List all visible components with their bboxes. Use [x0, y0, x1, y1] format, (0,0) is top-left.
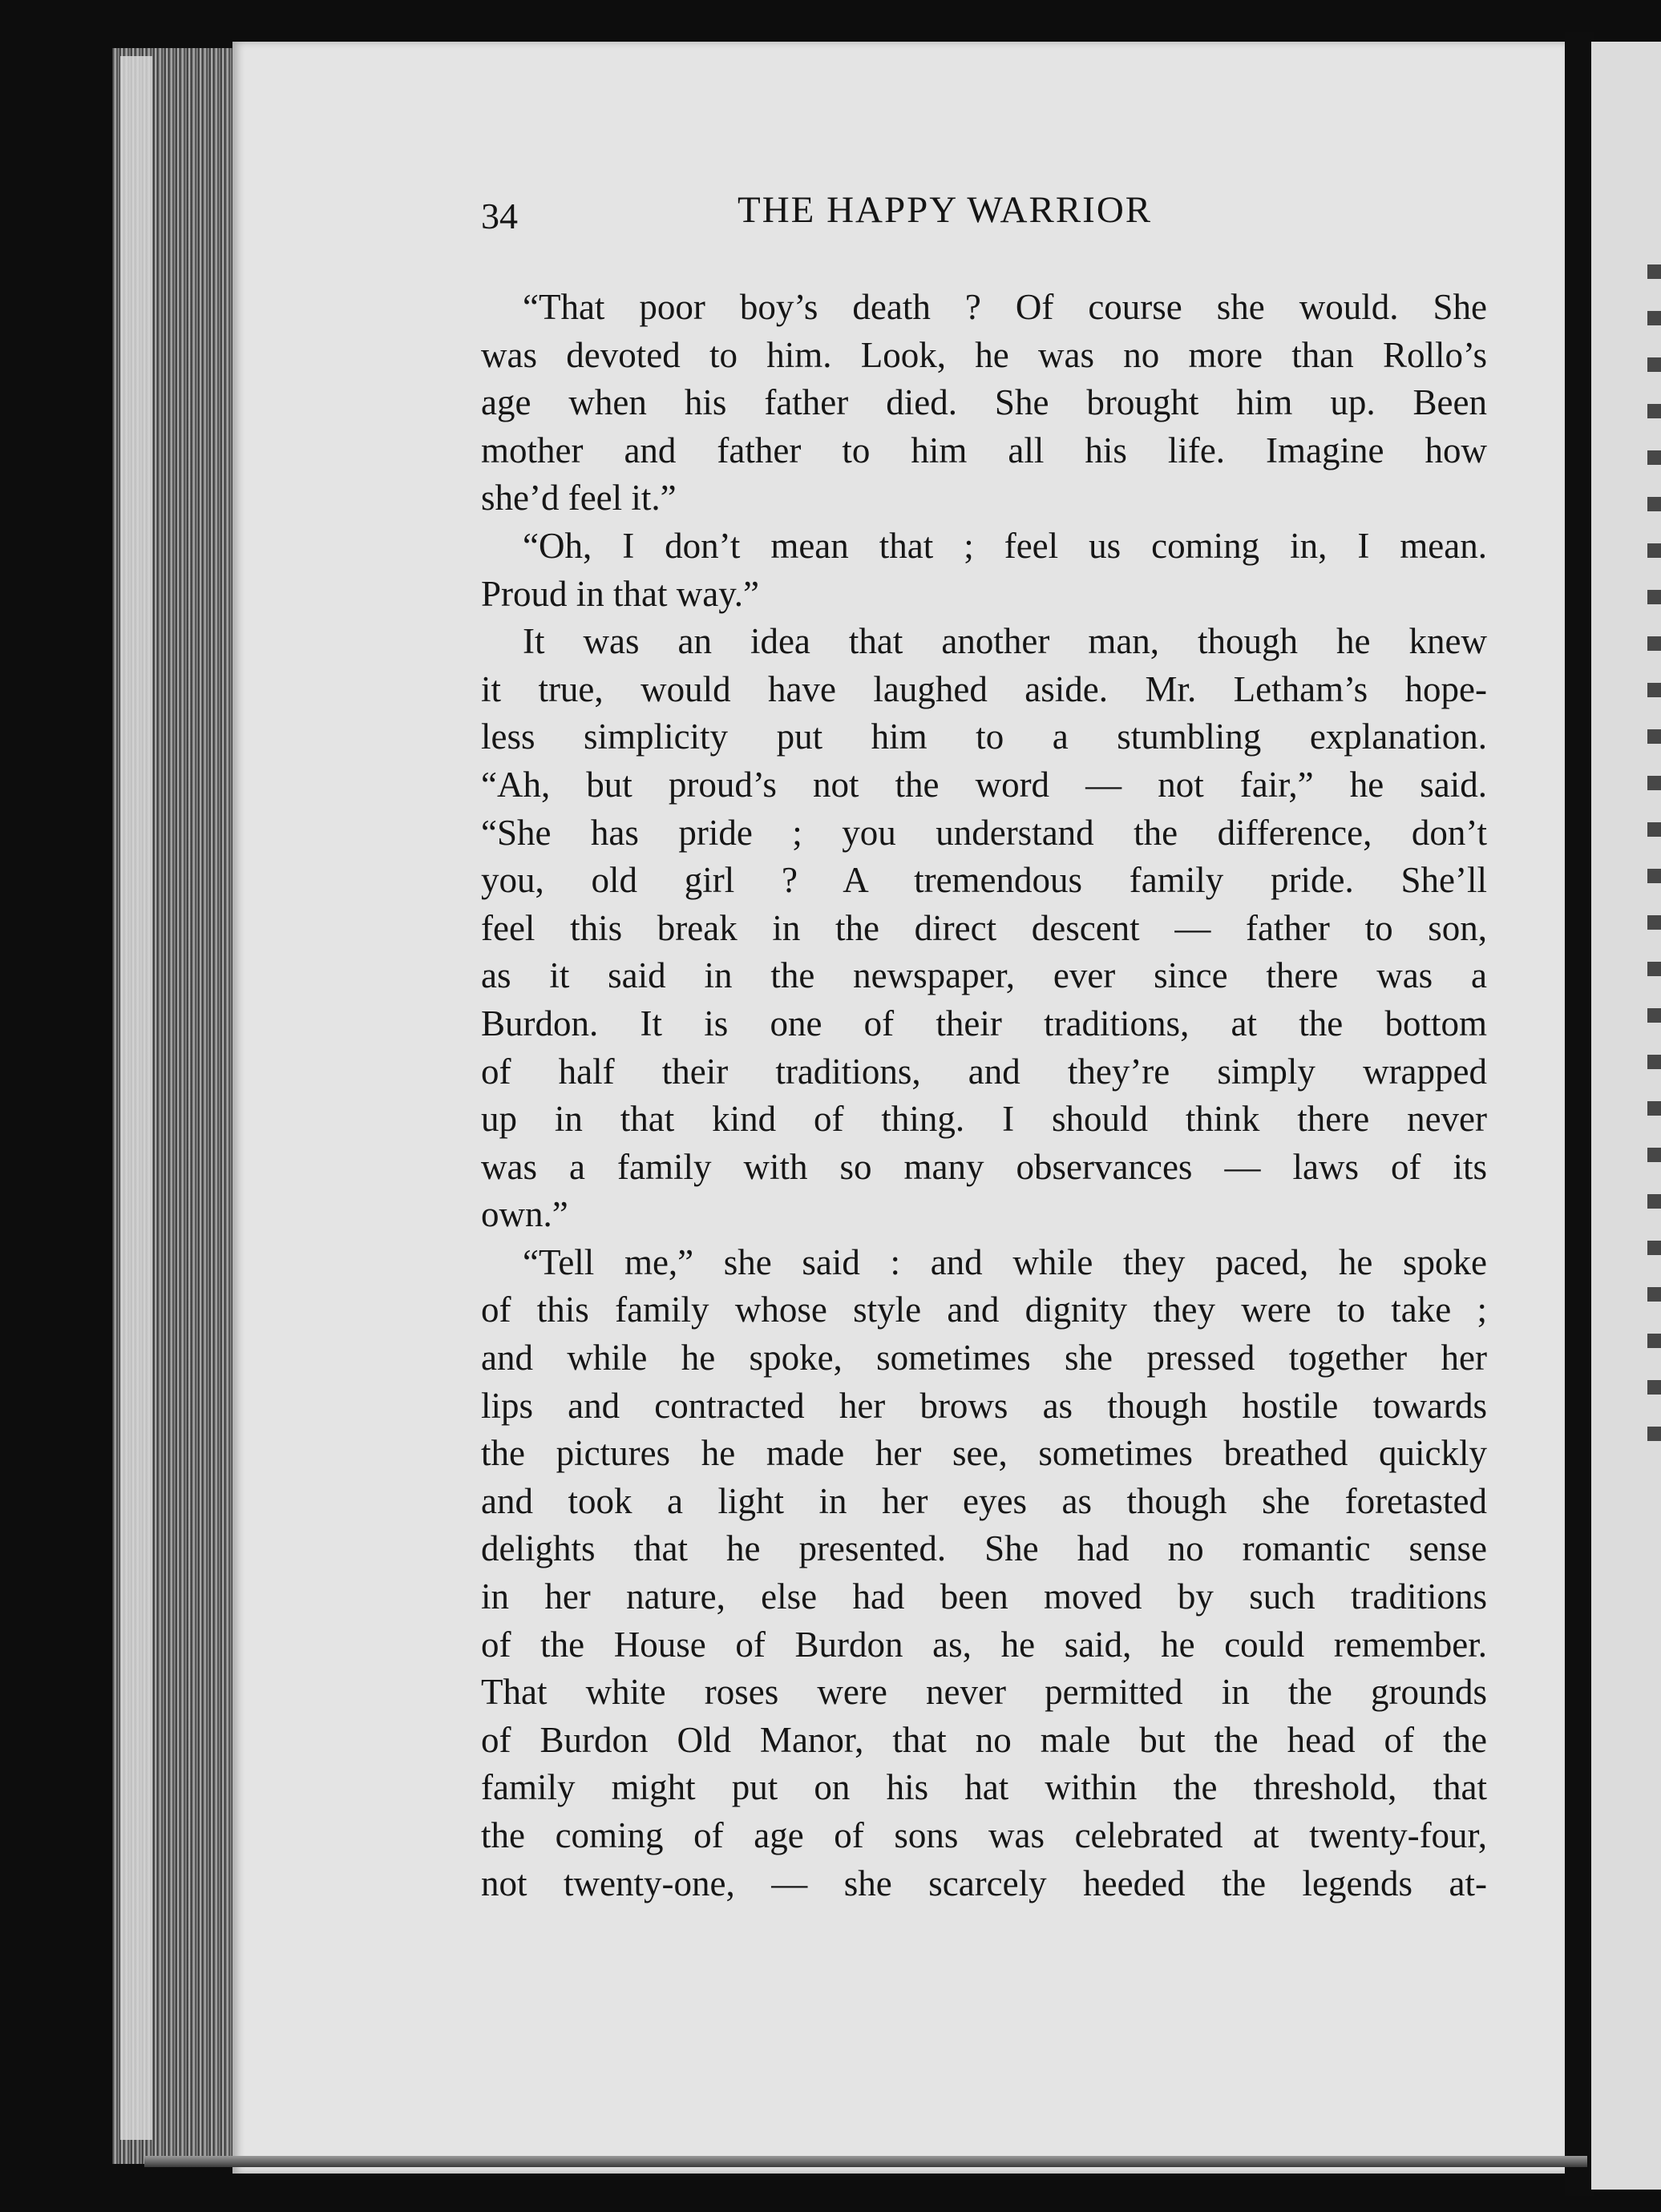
text-line: Burdon. It is one of their traditions, at the bottom	[481, 1003, 1487, 1043]
running-head	[481, 188, 1491, 244]
text-line: “That poor boy’s death ? Of course she would. She	[523, 287, 1487, 327]
page-stack-highlight	[120, 56, 152, 2140]
text-line: “Ah, but proud’s not the word — not fair,” he said.	[481, 764, 1487, 805]
text-line: mother and father to him all his life. Imagine how	[481, 430, 1487, 470]
text-line: in her nature, else had been moved by such traditions	[481, 1576, 1487, 1617]
text-line: of the House of Burdon as, he said, he could remember.	[481, 1624, 1487, 1665]
text-line: age when his father died. She brought him up. Been	[481, 382, 1487, 423]
text-line: was devoted to him. Look, he was no more than Rollo’s	[481, 334, 1487, 375]
text-line: as it said in the newspaper, ever since there was a	[481, 955, 1487, 996]
text-line: That white roses were never permitted in the grounds	[481, 1672, 1487, 1713]
text-line: the coming of age of sons was celebrated at twenty-four,	[481, 1815, 1487, 1855]
text-line: own.”	[481, 1194, 568, 1235]
text-line: “Tell me,” she said : and while they paced, he spoke	[523, 1241, 1487, 1282]
text-line: It was an idea that another man, though he knew	[523, 621, 1487, 662]
facing-page-text-edge	[1647, 264, 1661, 1467]
text-line: the pictures he made her see, sometimes breathed quickly	[481, 1433, 1487, 1474]
text-line: it true, would have laughed aside. Mr. Letham’s hope-	[481, 668, 1487, 709]
text-line: of this family whose style and dignity they were to take ;	[481, 1290, 1487, 1330]
page-bottom-edge	[144, 2156, 1587, 2167]
running-title: THE HAPPY WARRIOR	[738, 189, 1153, 231]
text-line: was a family with so many observances — laws of its	[481, 1146, 1487, 1187]
text-line: Proud in that way.”	[481, 573, 760, 614]
text-line: and took a light in her eyes as though she foretasted	[481, 1480, 1487, 1521]
text-line: lips and contracted her brows as though hostile towards	[481, 1385, 1487, 1426]
text-line: feel this break in the direct descent — father to son,	[481, 907, 1487, 948]
text-line: less simplicity put him to a stumbling explanation.	[481, 716, 1487, 757]
page-number: 34	[481, 196, 518, 236]
text-line: up in that kind of thing. I should think there never	[481, 1099, 1487, 1140]
body-text	[481, 284, 1487, 1907]
text-line: delights that he presented. She had no romantic sense	[481, 1528, 1487, 1569]
text-line: of Burdon Old Manor, that no male but the head of the	[481, 1719, 1487, 1760]
text-line: “Oh, I don’t mean that ; feel us coming in, I mean.	[523, 525, 1487, 566]
text-line: you, old girl ? A tremendous family pride. She’ll	[481, 860, 1487, 901]
text-line: “She has pride ; you understand the difference, don’t	[481, 812, 1487, 853]
gutter-shadow	[1565, 32, 1594, 2196]
text-line: and while he spoke, sometimes she pressed together her	[481, 1338, 1487, 1378]
text-line: family might put on his hat within the threshold, that	[481, 1767, 1487, 1808]
text-line: of half their traditions, and they’re simply wrapped	[481, 1051, 1487, 1092]
text-line: she’d feel it.”	[481, 478, 677, 519]
text-line: not twenty-one, — she scarcely heeded the legends at-	[481, 1863, 1487, 1903]
